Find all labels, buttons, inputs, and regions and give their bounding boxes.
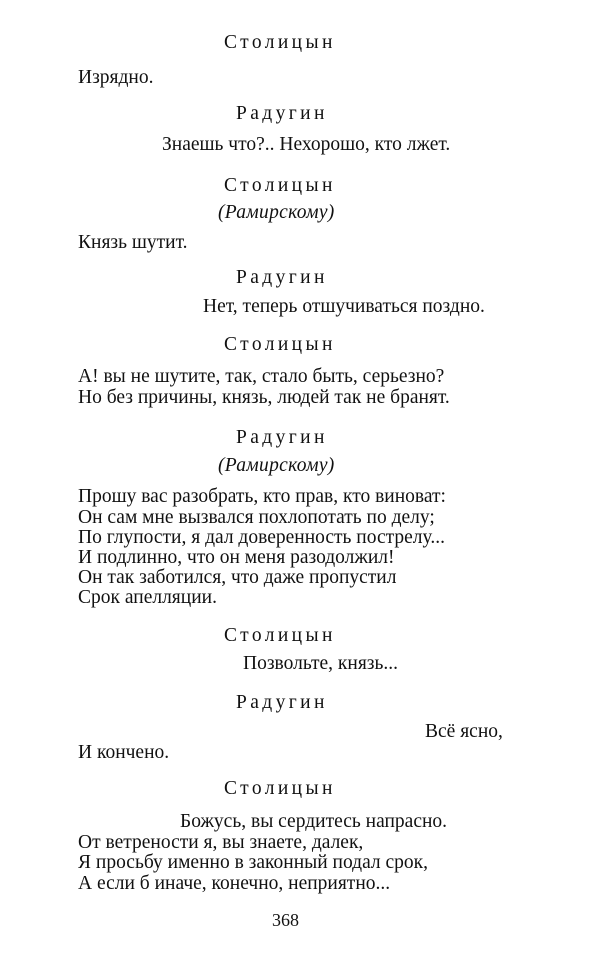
verse-line: И подлинно, что он меня разодолжил! [78,547,395,568]
verse-line: А! вы не шутите, так, стало быть, серьезно? [78,366,445,387]
speaker-name: Радугин [236,267,328,288]
verse-line: Прошу вас разобрать, кто прав, кто виноват: [78,486,446,507]
speaker-name: Радугин [236,692,328,713]
verse-line: От ветрености я, вы знаете, далек, [78,832,364,853]
stage-direction: (Рамирскому) [218,455,335,476]
speaker-name: Столицын [224,32,336,53]
verse-line: Божусь, вы сердитесь напрасно. [180,811,448,832]
speaker-name: Радугин [236,427,328,448]
verse-line: Нет, теперь отшучиваться поздно. [203,296,485,317]
verse-line: И кончено. [78,742,170,763]
verse-line: Позвольте, князь... [243,653,399,674]
page-number: 368 [272,910,299,930]
verse-line: Срок апелляции. [78,587,217,608]
verse-line: А если б иначе, конечно, неприятно... [78,873,391,894]
speaker-name: Столицын [224,625,336,646]
verse-line: Он так заботился, что даже пропустил [78,567,397,588]
speaker-name: Радугин [236,103,328,124]
speaker-name: Столицын [224,175,336,196]
speaker-name: Столицын [224,334,336,355]
verse-line: Изрядно. [78,67,154,88]
verse-line: По глупости, я дал доверенность пострелу... [78,527,445,548]
verse-line: Всё ясно, [425,721,503,742]
verse-line: Он сам мне вызвался похлопотать по делу; [78,507,435,528]
verse-line: Князь шутит. [78,232,188,253]
speaker-name: Столицын [224,778,336,799]
verse-line: Знаешь что?.. Нехорошо, кто лжет. [162,134,451,155]
stage-direction: (Рамирскому) [218,202,335,223]
verse-line: Но без причины, князь, людей так не бранят. [78,387,450,408]
verse-line: Я просьбу именно в законный подал срок, [78,852,429,873]
